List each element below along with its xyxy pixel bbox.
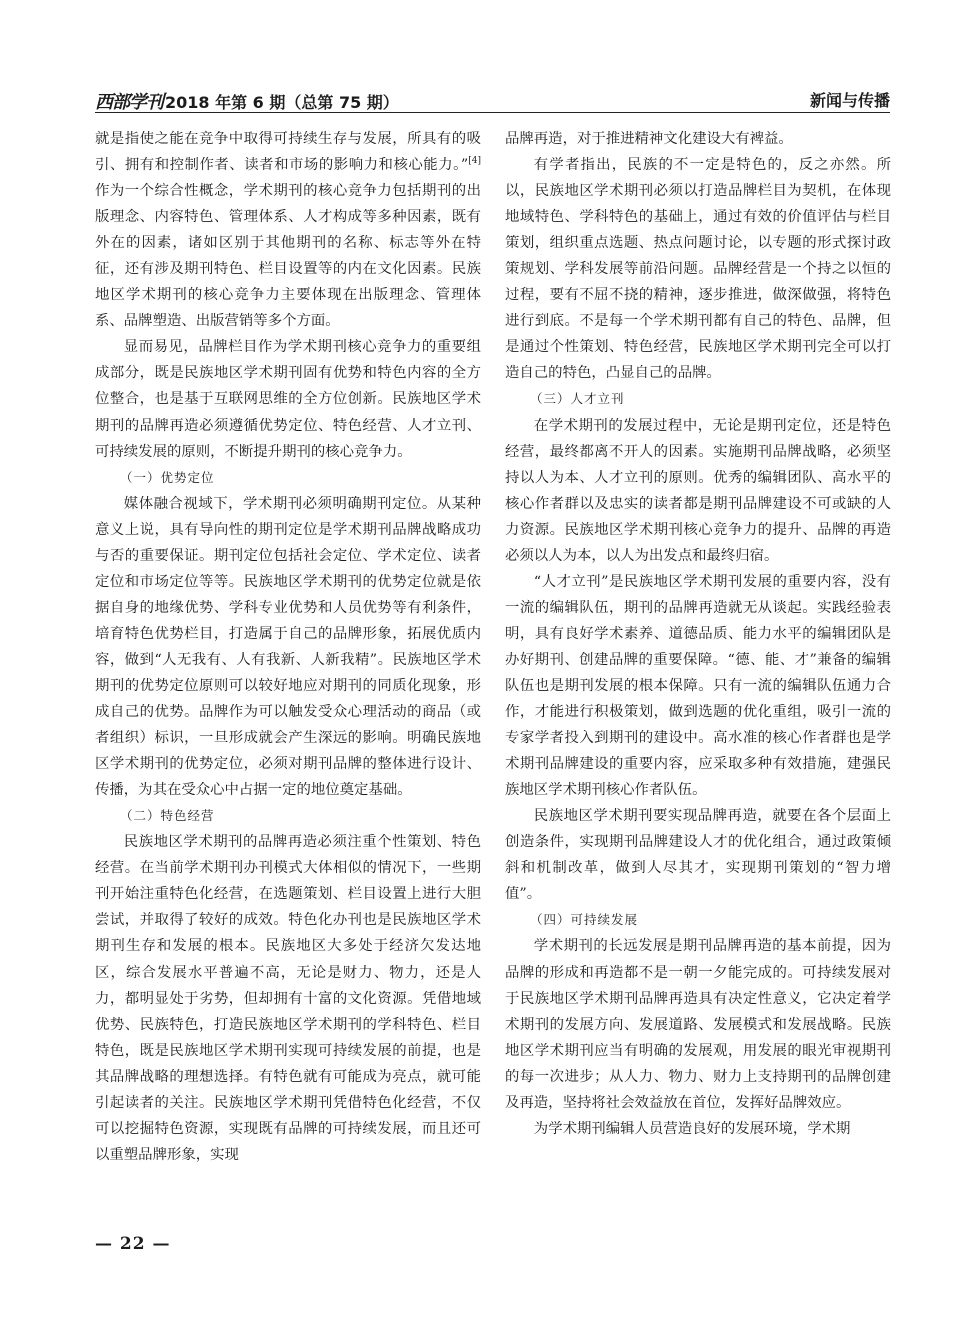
left-column bbox=[95, 126, 481, 1168]
paragraph: 媒体融合视域下，学术期刊必须明确期刊定位。从某种意义上说，具有导向性的期刊定位是学术期刊品牌战略成功与否的重要保证。期刊定位包括社会定位、学术定位、读者定位和市场定位等等。民族地区学术期刊的优势定位就是依据自身的地缘优势、学科专业优势和人员优势等有利条件，培育特色优势栏目，打造属于自己的品牌形象，拓展优质内容，做到“人无我有、人有我新、人新我精”。民族地区学术期刊的优势定位原则可以较好地应对期刊的同质化现象，形成自己的优势。品牌作为可以触发受众心理活动的商品（或者组织）标识，一旦形成就会产生深远的影响。明确民族地区学术期刊的优势定位，必须对期刊品牌的整体进行设计、传播，为其在受众心中占据一定的地位奠定基础。 bbox=[95, 495, 481, 799]
journal-logo: 西部学刊 bbox=[95, 92, 163, 113]
paragraph-text: 就是指使之能在竞争中取得可持续生存与发展，所具有的吸引、拥有和控制作者、读者和市场的影响力和核心能力。” bbox=[95, 131, 481, 174]
paragraph: 民族地区学术期刊要实现品牌再造，就要在各个层面上创造条件，实现期刊品牌建设人才的优化组合，通过政策倾斜和机制改革，做到人尽其才，实现期刊策划的“智力增值”。 bbox=[505, 808, 891, 903]
right-column bbox=[505, 126, 891, 1142]
paragraph bbox=[95, 126, 481, 334]
paragraph: 显而易见，品牌栏目作为学术期刊核心竞争力的重要组成部分，既是民族地区学术期刊固有优势和特色内容的全方位整合，也是基于互联网思维的全方位创新。民族地区学术期刊的品牌再造必须遵循优势定位、特色经营、人才立刊、可持续发展的原则，不断提升期刊的核心竞争力。 bbox=[95, 339, 481, 460]
subheading-sustainable-development: （四）可持续发展 bbox=[530, 912, 639, 928]
page-number: — 22 — bbox=[95, 1234, 171, 1254]
section-title: 新闻与传播 bbox=[809, 91, 890, 110]
subheading-talent: （三）人才立刊 bbox=[530, 391, 625, 407]
subheading-advantage-positioning: （一）优势定位 bbox=[120, 469, 215, 485]
paragraph: 有学者指出，民族的不一定是特色的，反之亦然。所以，民族地区学术期刊必须以打造品牌栏目为契机，在体现地域特色、学科特色的基础上，通过有效的价值评估与栏目策划，组织重点选题、热点问题讨论，以专题的形式探讨政策规划、学科发展等前沿问题。品牌经营是一个持之以恒的过程，要有不屈不挠的精神，逐步推进，做深做强，将特色进行到底。不是每一个学术期刊都有自己的特色、品牌，但是通过个性策划、特色经营，民族地区学术期刊完全可以打造自己的特色，凸显自己的品牌。 bbox=[505, 157, 891, 382]
paragraph: 品牌再造，对于推进精神文化建设大有裨益。 bbox=[505, 131, 793, 147]
paragraph-text: 作为一个综合性概念，学术期刊的核心竞争力包括期刊的出版理念、内容特色、管理体系、人才构成等多种因素，既有外在的因素，诸如区别于其他期刊的名称、标志等外在特征，还有涉及期刊特色、栏目设置等的内在文化因素。民族地区学术期刊的核心竞争力主要体现在出版理念、管理体系、品牌塑造、出版营销等多个方面。 bbox=[95, 183, 481, 330]
citation-marker: [4] bbox=[468, 156, 481, 167]
header-rule bbox=[95, 112, 890, 113]
paragraph: 民族地区学术期刊的品牌再造必须注重个性策划、特色经营。在当前学术期刊办刊模式大体相似的情况下，一些期刊开始注重特色化经营，在选题策划、栏目设置上进行大胆尝试，并取得了较好的成效。特色化办刊也是民族地区学术期刊生存和发展的根本。民族地区大多处于经济欠发达地区，综合发展水平普遍不高，无论是财力、物力，还是人力，都明显处于劣势，但却拥有十富的文化资源。凭借地域优势、民族特色，打造民族地区学术期刊的学科特色、栏目特色，既是民族地区学术期刊实现可持续发展的前提，也是其品牌战略的理想选择。有特色就有可能成为亮点，就可能引起读者的关注。民族地区学术期刊凭借特色化经营，不仅可以挖掘特色资源，实现既有品牌的可持续发展，而且还可以重塑品牌形象，实现 bbox=[95, 834, 481, 1163]
paragraph: 为学术期刊编辑人员营造良好的发展环境，学术期 bbox=[533, 1120, 851, 1137]
issue-info: 2018 年第 6 期（总第 75 期） bbox=[165, 93, 399, 112]
header-left bbox=[95, 88, 399, 114]
running-header bbox=[95, 86, 890, 116]
paragraph: 学术期刊的长远发展是期刊品牌再造的基本前提，因为品牌的形成和再造都不是一朝一夕能完成的。可持续发展对于民族地区学术期刊品牌再造具有决定性意义，它决定着学术期刊的发展方向、发展道路、发展模式和发展战略。民族地区学术期刊应当有明确的发展观，用发展的眼光审视期刊的每一次进步；从人力、物力、财力上支持期刊的品牌创建及再造，坚持将社会效益放在首位，发挥好品牌效应。 bbox=[505, 938, 891, 1111]
paragraph: 在学术期刊的发展过程中，无论是期刊定位，还是特色经营，最终都离不开人的因素。实施期刊品牌战略，必须坚持以人为本、人才立刊的原则。优秀的编辑团队、高水平的核心作者群以及忠实的读者都是期刊品牌建设不可或缺的人力资源。民族地区学术期刊核心竞争力的提升、品牌的再造必须以人为本，以人为出发点和最终归宿。 bbox=[505, 417, 891, 564]
subheading-characteristic-operation: （二）特色经营 bbox=[120, 808, 215, 824]
paragraph: “人才立刊”是民族地区学术期刊发展的重要内容，没有一流的编辑队伍，期刊的品牌再造就无从谈起。实践经验表明，具有良好学术素养、道德品质、能力水平的编辑团队是办好期刊、创建品牌的重要保障。“德、能、才”兼备的编辑队伍也是期刊发展的根本保障。只有一流的编辑队伍通力合作，才能进行积极策划，做到选题的优化重组，吸引一流的专家学者投入到期刊的建设中。高水准的核心作者群也是学术期刊品牌建设的重要内容，应采取多种有效措施，建强民族地区学术期刊核心作者队伍。 bbox=[505, 573, 891, 799]
